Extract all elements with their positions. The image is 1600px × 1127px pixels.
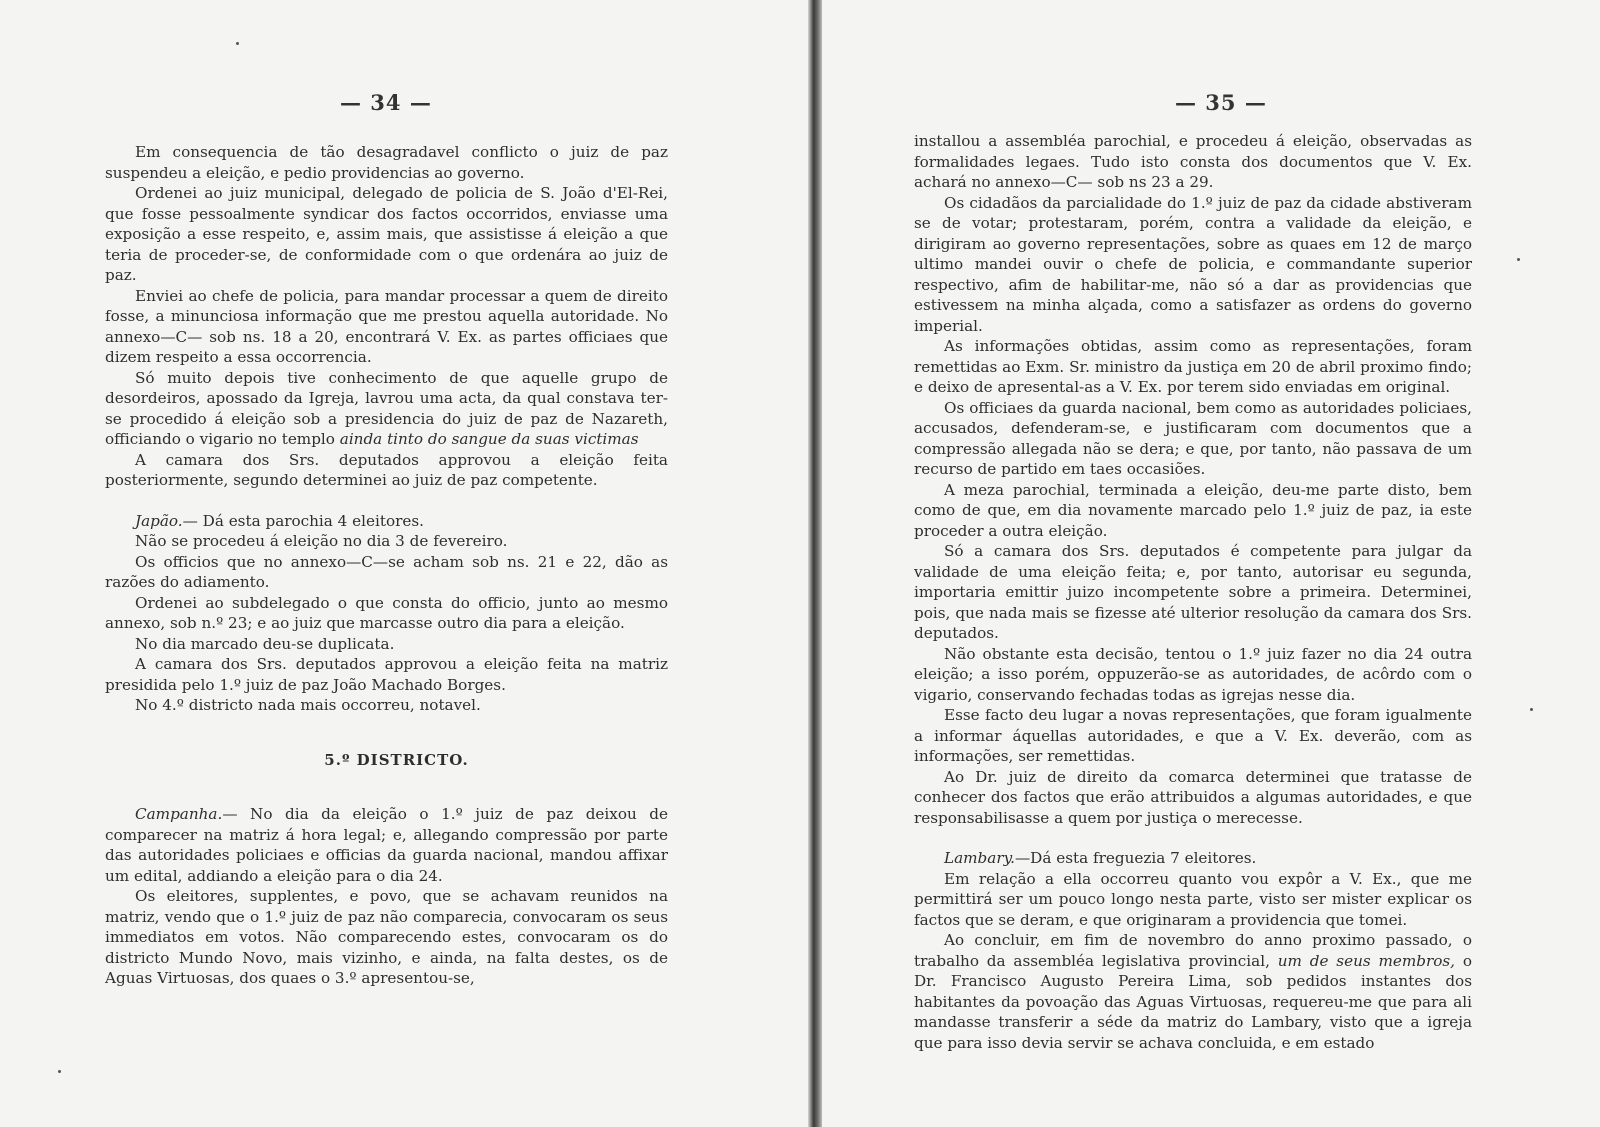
paragraph: Os officios que no annexo—C—se acham sob ns. 21 e 22, dão as razões do adiamento. <box>105 552 668 591</box>
place-name: Campanha. <box>135 805 223 823</box>
paragraph: Os officiaes da guarda nacional, bem como as autoridades policiaes, accusados, defenderam-se, e justificaram com documentos que a compressão allegada não se dera; e que, por tanto, não passava de um recurso de partido em taes occasiões. <box>914 398 1472 478</box>
paragraph-text: Só muito depois tive conhecimento de que aquelle grupo de desordeiros, apossado da Igreja, lavrou uma acta, da qual constava ter-se procedido á eleição sob a presidencia do juiz de paz de Nazareth, officiando o vigario no templo <box>105 368 668 448</box>
paragraph-text: — No dia da eleição o 1.º juiz de paz deixou de comparecer na matriz á hora legal; e, allegando compressão por parte das autoridades policiaes e officias da guarda nacional, mandou affixar um edital, addiando a eleição para o dia 24. <box>105 805 668 885</box>
page-text <box>914 131 1472 1053</box>
paragraph: Só a camara dos Srs. deputados é competente para julgar da validade de uma eleição feita; e, por tanto, autorisar eu segunda, importaria emittir juizo incompetente sobre a primeira. Determinei, pois, que nada mais se fizesse até ulterior resolução da camara dos Srs. deputados. <box>914 542 1472 642</box>
page-number: — 35 — <box>1175 90 1267 115</box>
italic-phrase: ainda tinto do sangue da suas victimas <box>339 430 639 448</box>
paragraph: No dia marcado deu-se duplicata. <box>135 634 395 653</box>
paragraph: Os cidadãos da parcialidade do 1.º juiz de paz da cidade abstiveram se de votar; protestaram, porém, contra a validade da eleição, e dirigiram ao governo representações, sobre as quaes em 12 de março ultimo mandei ouvir o chefe de policia, e commandante superior respectivo, afim de habilitar-me, não só a dar as providencias que estivessem na minha alçada, como a satisfazer as ordens do governo imperial. <box>914 193 1472 335</box>
italic-phrase: um de seus membros, <box>1277 951 1456 970</box>
paragraph-text: —Dá esta freguezia 7 eleitores. <box>1014 849 1257 867</box>
right-page <box>822 0 1600 1127</box>
paragraph: Ao Dr. juiz de direito da comarca determinei que tratasse de conhecer dos factos que erão attribuidos a algumas autoridades, e que responsabilisasse a quem por justiça o merecesse. <box>914 767 1472 827</box>
paragraph: Esse facto deu lugar a novas representações, que foram igualmente a informar áquellas autoridades, e que a V. Ex. deverão, com as informações, ser remettidas. <box>914 706 1472 765</box>
paragraph: A meza parochial, terminada a eleição, deu-me parte disto, bem como de que, em dia novamente marcado pelo 1.º juiz de paz, ia este proceder a outra eleição. <box>914 480 1472 540</box>
paragraph: installou a assembléa parochial, e procedeu á eleição, observadas as formalidades legaes. Tudo isto consta dos documentos que V. Ex. achará no annexo—C— sob ns 23 a 29. <box>914 132 1472 191</box>
page-text <box>105 142 668 989</box>
paragraph <box>105 368 668 450</box>
paragraph: Em consequencia de tão desagradavel conflicto o juiz de paz suspendeu a eleição, e pedio providencias ao governo. <box>105 143 668 182</box>
paragraph-text: Ao concluir, em fim de novembro do anno proximo passado, o trabalho da assembléa legislativa provincial, <box>914 931 1472 970</box>
paragraph <box>914 848 1472 869</box>
page-number: — 34 — <box>340 90 432 115</box>
place-name: Lambary. <box>944 849 1015 867</box>
paragraph: As informações obtidas, assim como as representações, foram remettidas ao Exm. Sr. ministro da justiça em 20 de abril proximo findo; e deixo de apresental-as a V. Ex. por terem sido enviadas em original. <box>914 337 1472 396</box>
paragraph <box>914 930 1472 1053</box>
paragraph-text: — Dá esta parochia 4 eleitores. <box>182 511 424 530</box>
paragraph-text: o Dr. Francisco Augusto Pereira Lima, sob pedidos instantes dos habitantes da povoação das Aguas Virtuosas, requereu-me que para ali mandasse transferir a séde da matriz do Lambary, visto que a igreja que para isso devia servir se achava concluida, e em estado <box>914 951 1472 1052</box>
paragraph: Em relação a ella occorreu quanto vou expôr a V. Ex., que me permittirá ser um pouco longo nesta parte, visto ser mister explicar os factos que se deram, e que originaram a providencia que tomei. <box>914 869 1472 929</box>
paragraph: Não se procedeu á eleição no dia 3 de fevereiro. <box>135 532 508 550</box>
paragraph: Enviei ao chefe de policia, para mandar processar a quem de direito fosse, a minunciosa informação que me prestou aquella autoridade. No annexo—C— sob ns. 18 a 20, encontrará V. Ex. as partes officiaes que dizem respeito a essa occorrencia. <box>105 286 668 366</box>
paragraph <box>105 804 668 886</box>
paragraph <box>105 511 668 532</box>
paper-speck <box>236 42 239 45</box>
section-heading: 5.º DISTRICTO. <box>324 750 469 769</box>
paragraph: A camara dos Srs. deputados approvou a eleição feita na matriz presidida pelo 1.º juiz de paz João Machado Borges. <box>105 655 668 694</box>
paragraph: No 4.º districto nada mais occorreu, notavel. <box>135 696 481 714</box>
paragraph: Os eleitores, supplentes, e povo, que se achavam reunidos na matriz, vendo que o 1.º juiz de paz não comparecia, convocaram os seus immediatos em votos. Não comparecendo estes, convocaram os do districto Mundo Novo, mais vizinho, e ainda, na falta destes, os de Aguas Virtuosas, dos quaes o 3.º apresentou-se, <box>105 887 668 987</box>
paragraph: Não obstante esta decisão, tentou o 1.º juiz fazer no dia 24 outra eleição; a isso porém, oppuzerão-se as autoridades, de acôrdo com o vigario, conservando fechadas todas as igrejas nesse dia. <box>914 644 1472 704</box>
paper-speck <box>58 1070 61 1073</box>
paragraph: A camara dos Srs. deputados approvou a eleição feita posteriormente, segundo determinei ao juiz de paz competente. <box>105 450 668 489</box>
paper-speck <box>1517 258 1520 261</box>
paragraph: Ordenei ao subdelegado o que consta do officio, junto ao mesmo annexo, sob n.º 23; e ao juiz que marcasse outro dia para a eleição. <box>105 593 668 632</box>
paper-speck <box>1530 708 1533 711</box>
place-name: Japão. <box>135 511 183 530</box>
paragraph: Ordenei ao juiz municipal, delegado de policia de S. João d'El-Rei, que fosse pessoalmente syndicar dos factos occorridos, enviasse uma exposição a esse respeito, e, assim mais, que assistisse á eleição a que teria de proceder-se, de conformidade com o que ordenára ao juiz de paz. <box>105 184 668 284</box>
